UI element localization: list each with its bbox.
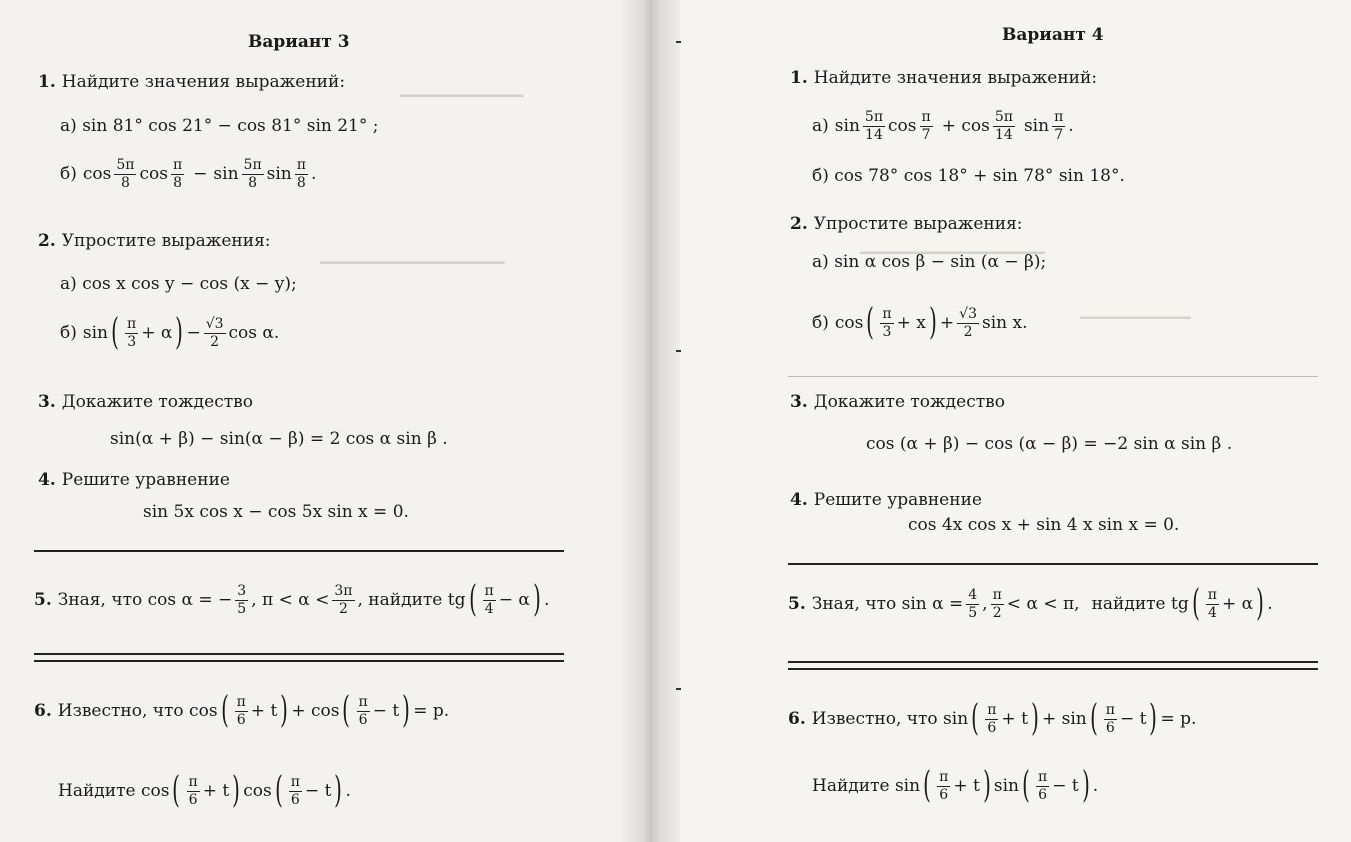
v3-q2-b-sin: sin (82, 323, 108, 343)
v4-q6-find-text: Найдите sin (812, 776, 921, 796)
v3-q2-text: Упростите выражения: (61, 231, 271, 251)
v3-q1-text: Найдите значения выражений: (61, 72, 346, 92)
v3-q6-find-text: Найдите cos (58, 781, 170, 801)
v4-q4-heading (790, 492, 982, 509)
v3-q1-b-minus: − (193, 164, 208, 185)
v3-q5-frac1: $\frac{3}{5}$ (237, 582, 247, 617)
v3-q5-find: , найдите tg (357, 590, 466, 610)
v4-q2-number: 2. (790, 214, 808, 234)
v3-q2-b-minus: − (186, 323, 201, 343)
v3-q6-eq: = p. (413, 701, 450, 721)
v4-q5-frac2: $\frac{\pi}{2}$ (992, 586, 1002, 621)
v4-q5-frac3: $\frac{\pi}{4}$ (1207, 586, 1217, 621)
v3-q2-number: 2. (38, 231, 56, 251)
variant3-title: Вариант 3 (248, 32, 350, 52)
v3-q2-b-tail: cos α. (228, 323, 280, 343)
v4-q2-b-frac: $\frac{\pi}{3}$ (882, 305, 892, 340)
v4-q3-text: Докажите тождество (813, 392, 1005, 412)
v4-q1-a-frac3: $\frac{5\pi}{14}$ (994, 109, 1013, 143)
v3-q3-text: Докажите тождество (61, 392, 253, 412)
v3-q2-b-sqfrac: $\frac{√3}{2}$ (205, 315, 224, 350)
v4-q6-frac1: $\frac{\pi}{6}$ (987, 701, 997, 736)
v4-q1-a-frac1: $\frac{5\pi}{14}$ (864, 109, 884, 143)
v3-q5-text: Зная, что cos α = − (57, 590, 233, 610)
v3-q1-b-frac4: $\frac{\pi}{8}$ (296, 157, 306, 191)
v3-q2-a-expr: cos x cos y − cos (x − y); (82, 274, 297, 294)
v3-q1-b-frac3: $\frac{5\pi}{8}$ (243, 157, 262, 191)
v3-q1-b-sin2: sin (266, 164, 292, 185)
v4-q2-heading (790, 216, 1023, 233)
v4-q1-text: Найдите значения выражений: (813, 68, 1098, 88)
edge-mark (676, 688, 681, 690)
edge-mark (676, 41, 681, 43)
v3-divider-2a (34, 653, 564, 655)
v3-q6-number: 6. (34, 701, 52, 721)
v3-divider-1 (34, 550, 564, 552)
v3-q5-frac3: $\frac{\pi}{4}$ (484, 582, 494, 617)
v4-q2-b-plus: + x (896, 313, 926, 333)
v3-q3-expr: sin(α + β) − sin(α − β) = 2 cos α sin β . (110, 429, 448, 449)
v4-q6: 6. Известно, что sin ( $\frac{\pi}{6}$ + t ) + sin ( $\frac{\pi}{6}$ − t ) = p. (788, 698, 1197, 739)
v3-q5-number: 5. (34, 590, 52, 610)
v3-q1-a-expr: sin 81° cos 21° − cos 81° sin 21° ; (82, 116, 379, 136)
v4-q6-plus: + sin (1041, 709, 1087, 729)
v3-q3-number: 3. (38, 392, 56, 412)
v3-q5-frac2: $\frac{3\pi}{2}$ (334, 582, 353, 617)
v3-q6-frac1: $\frac{\pi}{6}$ (236, 693, 246, 728)
v3-q6-gfrac2: $\frac{\pi}{6}$ (290, 773, 300, 808)
v3-q1-a-label: а) (60, 116, 77, 136)
v4-q1-a-label: а) (812, 116, 829, 137)
v3-q1-b (60, 158, 316, 190)
v4-q2-b: б) cos ( $\frac{\pi}{3}$ + x ) + $\frac{√3}{2}$ sin x. (812, 302, 1028, 343)
v3-q4-text: Решите уравнение (61, 470, 230, 490)
v4-q2-text: Упростите выражения: (813, 214, 1023, 234)
book-gutter (622, 0, 680, 842)
v3-q5-tail: − α (498, 590, 530, 610)
v4-q2-a-label: а) (812, 252, 829, 272)
v4-q6-gfrac1: $\frac{\pi}{6}$ (939, 768, 949, 803)
v3-q6-gp1: + t (202, 781, 230, 801)
v3-q6-frac2: $\frac{\pi}{6}$ (358, 693, 368, 728)
v4-q1-a-cos: cos (888, 116, 917, 137)
v3-q6-p1: + t (250, 701, 278, 721)
v3-q1-b-cos2: cos (139, 164, 168, 185)
v3-q2-heading (38, 233, 271, 250)
v4-q3-heading (790, 394, 1005, 411)
v3-q1-b-frac1: $\frac{5\pi}{8}$ (116, 157, 135, 191)
v4-q5-ineq: < α < π, (1006, 594, 1080, 614)
v3-q4-number: 4. (38, 470, 56, 490)
v4-q1-a-frac2: $\frac{\pi}{7}$ (921, 109, 931, 143)
v3-q1-b-cos: cos (82, 164, 112, 185)
v4-faint-rule (788, 376, 1318, 377)
v3-q6-find: Найдите cos ( $\frac{\pi}{6}$ + t ) cos ( $\frac{\pi}{6}$ − t ) . (58, 770, 351, 811)
v4-q6-gfrac2: $\frac{\pi}{6}$ (1038, 768, 1048, 803)
v4-q1-number: 1. (790, 68, 808, 88)
v3-q2-b-frac: $\frac{\pi}{3}$ (127, 315, 137, 350)
v3-q1-b-end: . (310, 164, 317, 185)
v4-q6-p2: − t (1119, 709, 1147, 729)
v3-q6-gp2: − t (304, 781, 332, 801)
v4-q6-frac2: $\frac{\pi}{6}$ (1105, 701, 1115, 736)
v4-q1-a-sin2: sin (1023, 116, 1050, 137)
v4-divider-2a (788, 661, 1318, 663)
v3-q1-b-frac2: $\frac{\pi}{8}$ (172, 157, 183, 191)
v4-q4-text: Решите уравнение (813, 490, 982, 510)
v3-q2-b-label: б) (60, 323, 77, 343)
v3-q3-heading (38, 394, 253, 411)
v4-q3-expr: cos (α + β) − cos (α − β) = −2 sin α sin β . (866, 434, 1233, 454)
v3-q1-heading (38, 74, 345, 91)
v4-q6-find: Найдите sin ( $\frac{\pi}{6}$ + t ) sin ( $\frac{\pi}{6}$ − t ) . (812, 765, 1099, 806)
v3-q5: 5. Зная, что cos α = − $\frac{3}{5}$ , π < α < $\frac{3\pi}{2}$ , найдите tg ( $\frac{\pi}{4}$ − α ) . (34, 579, 550, 620)
v4-q6-text: Известно, что sin (811, 709, 969, 729)
v4-q6-eq: = p. (1160, 709, 1197, 729)
v4-q2-a-expr: sin α cos β − sin (α − β); (834, 252, 1047, 272)
v3-q2-b-plus: + α (141, 323, 173, 343)
v4-q6-p1: + t (1001, 709, 1028, 729)
v4-q1-a-end: . (1068, 116, 1074, 137)
v4-q6-gp1: + t (953, 776, 980, 796)
edge-mark (676, 350, 681, 352)
v4-q2-b-tail: sin x. (981, 313, 1028, 333)
v4-q5-number: 5. (788, 594, 806, 614)
v4-q1-a-plus: + cos (941, 116, 990, 137)
v3-divider-2b (34, 660, 564, 662)
v3-q2-a (60, 276, 297, 293)
v4-divider-2b (788, 668, 1318, 670)
v3-q6-gfrac1: $\frac{\pi}{6}$ (188, 773, 198, 808)
v4-q5-tail: + α (1222, 594, 1254, 614)
v4-q2-b-cos: cos (834, 313, 864, 333)
variant4-title: Вариант 4 (1002, 25, 1104, 45)
v3-q6-plus: + cos (291, 701, 340, 721)
v4-q5-find: найдите tg (1091, 594, 1189, 614)
v3-q4-expr: sin 5x cos x − cos 5x sin x = 0. (143, 502, 409, 522)
v4-q5-text: Зная, что sin α = (811, 594, 964, 614)
v3-q1-b-label: б) (60, 164, 77, 185)
v4-q5-frac1: $\frac{4}{5}$ (968, 586, 978, 621)
v3-q6-gend: . (345, 781, 351, 801)
v4-q4-number: 4. (790, 490, 808, 510)
v4-q1-b (812, 168, 1125, 185)
v4-q1-heading (790, 70, 1097, 87)
v3-q5-mid: , π < α < (251, 590, 330, 610)
v3-q1-a (60, 118, 379, 135)
v4-q1-a-sin: sin (834, 116, 860, 137)
v3-q1-number: 1. (38, 72, 56, 92)
v4-q6-gsin: sin (993, 776, 1019, 796)
v4-q2-b-plus2: + (939, 313, 955, 333)
v3-q2-b: б) sin ( $\frac{\pi}{3}$ + α ) − $\frac{√3}{2}$ cos α. (60, 312, 280, 353)
v4-q6-number: 6. (788, 709, 806, 729)
v4-q1-a (812, 110, 1074, 142)
v4-q1-b-label: б) (812, 166, 829, 186)
v4-q1-a-frac4: $\frac{\pi}{7}$ (1054, 109, 1064, 143)
v4-q5-mid: , (982, 594, 988, 614)
v4-q2-b-label: б) (812, 313, 829, 333)
v4-q1-b-expr: cos 78° cos 18° + sin 78° sin 18°. (834, 166, 1125, 186)
v3-q6: 6. Известно, что cos ( $\frac{\pi}{6}$ + t ) + cos ( $\frac{\pi}{6}$ − t ) = p. (34, 690, 450, 731)
v4-q6-gend: . (1092, 776, 1099, 796)
v3-q4-heading (38, 472, 230, 489)
v4-q6-gp2: − t (1052, 776, 1079, 796)
v3-q6-p2: − t (372, 701, 400, 721)
v4-q2-a (812, 254, 1046, 271)
v3-q2-a-label: а) (60, 274, 77, 294)
v4-q3-number: 3. (790, 392, 808, 412)
v4-q5-end: . (1267, 594, 1273, 614)
v3-q6-text: Известно, что cos (57, 701, 218, 721)
v3-q1-b-sin: sin (213, 164, 239, 185)
v3-q5-end: . (543, 590, 550, 610)
v3-q6-gcos: cos (243, 781, 272, 801)
v4-q2-b-sqfrac: $\frac{√3}{2}$ (959, 305, 977, 340)
v4-q5: 5. Зная, что sin α = $\frac{4}{5}$ , $\frac{\pi}{2}$ < α < π, найдите tg ( $\frac{\pi}{4}$ + α ) . (788, 583, 1273, 624)
v4-divider-1 (788, 563, 1318, 565)
v4-q4-expr: cos 4x cos x + sin 4 x sin x = 0. (908, 515, 1180, 535)
